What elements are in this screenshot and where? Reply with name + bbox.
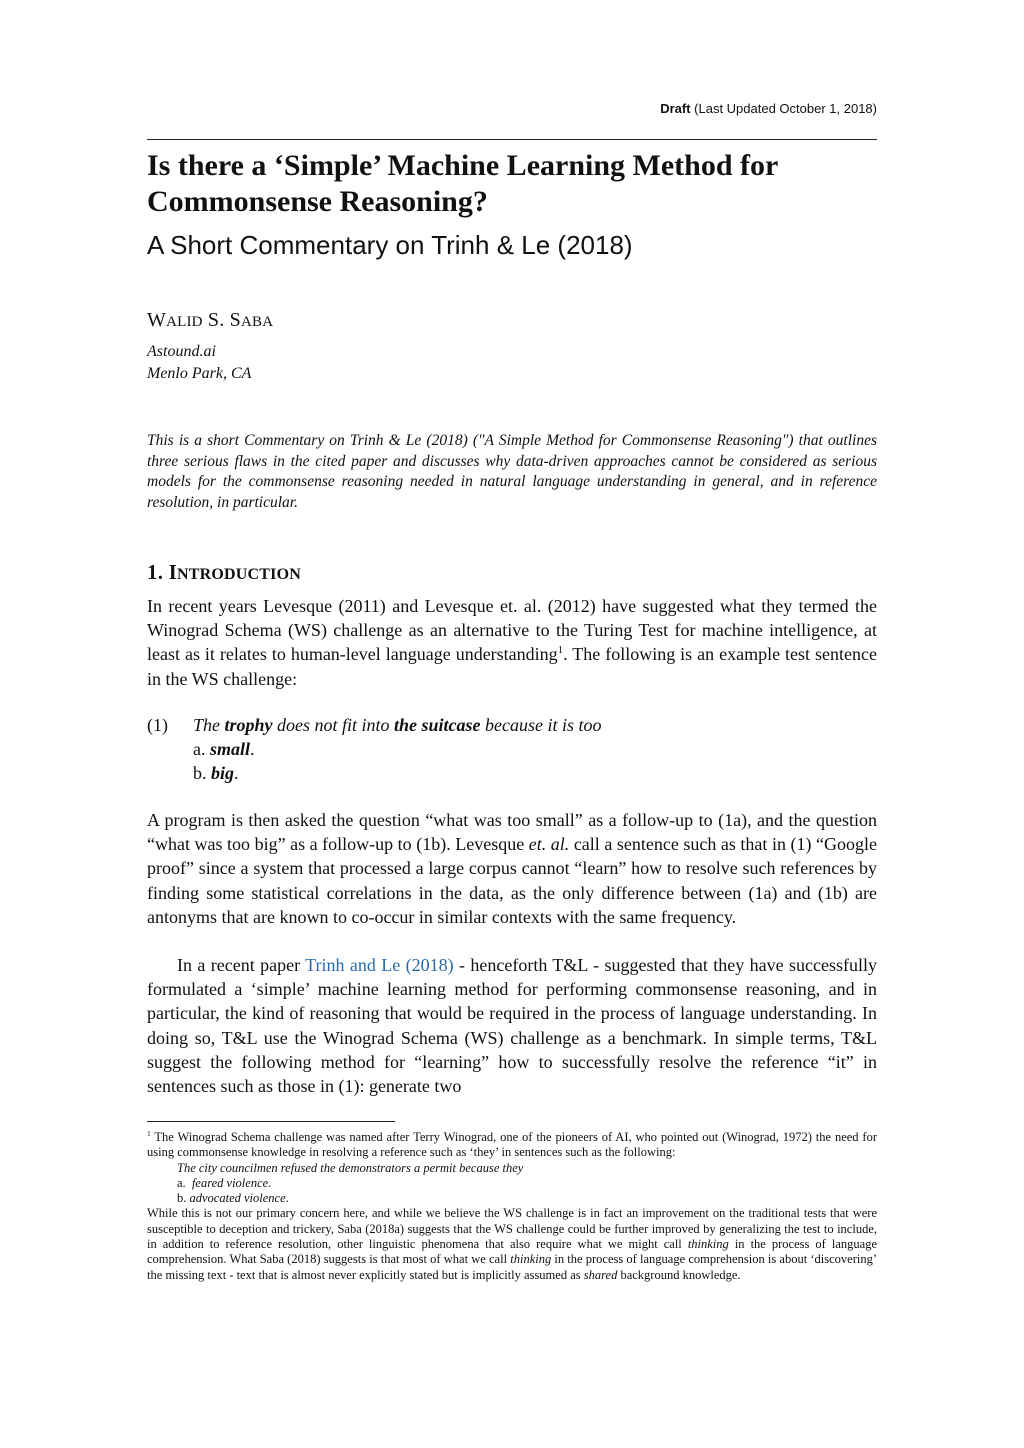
fn2-b: in the process of language comprehension. What Saba (2018) suggests is that most of what we call	[147, 1237, 877, 1267]
fn-b-label: b.	[177, 1191, 190, 1206]
footnote-example	[147, 1161, 877, 1176]
abstract: This is a short Commentary on Trinh & Le (2018) ("A Simple Method for Commonsense Reasoning") that outlines three serious flaws in the cited paper and discusses why data-driven approaches cannot be considered as serious models for the commonsense reasoning needed in natural language understanding in general, and in reference resolution, in particular.	[147, 432, 877, 511]
affiliation-location: Menlo Park, CA	[147, 365, 252, 382]
fn-a-text: feared violence	[191, 1175, 269, 1190]
ex-trophy: trophy	[224, 715, 273, 735]
citation-link-trinh-le[interactable]: Trinh and Le (2018)	[305, 955, 454, 975]
ex-a-label: a.	[193, 739, 210, 760]
footnote-text-2	[147, 1206, 877, 1282]
paper-title: Is there a ‘Simple’ Machine Learning Method for Commonsense Reasoning?	[147, 149, 778, 218]
footnote-ref-1[interactable]: 1	[557, 644, 564, 657]
ex-b-end: .	[234, 763, 239, 784]
author-name	[147, 309, 273, 332]
footnote-example-text: The city councilmen refused the demonstrators a permit because they	[177, 1160, 524, 1175]
paragraph-1	[147, 594, 877, 691]
example-option-a	[193, 737, 255, 761]
ex-a-end: .	[250, 739, 255, 760]
section-title-initial: I	[168, 560, 177, 584]
footnote-option-b	[147, 1191, 877, 1206]
author-first-rest: ALID	[166, 314, 203, 330]
paragraph-2-etal: et. al.	[528, 834, 570, 855]
author-middle: S.	[202, 309, 230, 331]
draft-label: Draft	[660, 101, 691, 116]
fn-b-end: .	[285, 1191, 289, 1206]
fn-b-text: advocated violence	[189, 1191, 286, 1206]
draft-header	[660, 101, 877, 116]
fn-a-label: a.	[177, 1175, 192, 1190]
paper-subtitle: A Short Commentary on Trinh & Le (2018)	[147, 230, 633, 260]
ex-suitcase: the suitcase	[394, 715, 481, 735]
footnote-mark: 1	[147, 1128, 151, 1138]
draft-note: (Last Updated October 1, 2018)	[694, 101, 877, 116]
fn2-em1: thinking	[687, 1237, 729, 1252]
example-number: (1)	[147, 715, 168, 735]
fn2-em3: shared	[583, 1267, 618, 1282]
example-option-b	[193, 761, 239, 785]
ex-s3: does not fit into	[272, 715, 395, 735]
ex-b-label: b.	[193, 763, 211, 784]
ex-b-word: big	[211, 763, 235, 784]
paragraph-3-t2: - henceforth T&L - suggested that they have successfully formulated a ‘simple’ machine learning method for performing commonsense reasoning, and in particular, the kind of reasoning that would be required in the process of language understanding. In doing so, T&L use the Winograd Schema (WS) challenge as a benchmark. In simple terms, T&L suggest the following method for “learning” how to successfully resolve the reference “it” in sentences such as those in (1): generate two	[147, 955, 878, 1097]
example-sentence	[193, 713, 602, 737]
fn2-d: background knowledge.	[617, 1267, 741, 1282]
section-number: 1.	[147, 560, 164, 584]
footnote-1	[147, 1130, 877, 1283]
author-last-initial: S	[229, 309, 241, 331]
header-rule	[147, 139, 877, 140]
paragraph-3	[147, 953, 877, 1098]
affiliation-org: Astound.ai	[147, 343, 216, 360]
footnote-rule	[147, 1121, 395, 1122]
fn2-c: in the process of language comprehension is about ‘discovering’ the missing text - text that is almost never explicitly stated but is implicitly assumed as	[147, 1252, 877, 1282]
affiliation	[147, 341, 251, 385]
ex-a-word: small	[210, 739, 251, 760]
fn2-em2: thinking	[510, 1252, 552, 1267]
author-first-initial: W	[147, 309, 167, 331]
paragraph-1-text: In recent years Levesque (2011) and Levesque et. al. (2012) have suggested what they termed the Winograd Schema (WS) challenge as an alternative to the Turing Test for machine intelligence, at least as it relates to human-level language understanding	[147, 596, 877, 665]
paragraph-2	[147, 808, 877, 929]
section-title-rest: NTRODUCTION	[176, 566, 301, 583]
author-last-rest: ABA	[240, 314, 274, 330]
ex-s1: The	[193, 715, 225, 735]
paragraph-2-t3: call a sentence such as that in (1) “Google proof” since a system that processed a large corpus cannot “learn” how to resolve such references by finding some statistical correlations in the data, as the only difference between (1a) and (1b) are antonyms that are known to co-occur in similar contexts with the same frequency.	[147, 834, 877, 927]
fn2-a: While this is not our primary concern here, and while we believe the WS challenge is in fact an improvement on the traditional tests that were susceptible to deception and trickery, Saba (2018a) suggests that the WS challenge could be further improved by generalizing the test to include, in addition to reference resolution, other linguistic phenomena that also require what we might call	[147, 1206, 877, 1252]
paragraph-2-t1: A program is then asked the question “what was too small” as a follow-up to (1a), and the question “what was too big” as a follow-up to (1b). Levesque	[147, 810, 877, 855]
footnote-text-1-body: The Winograd Schema challenge was named after Terry Winograd, one of the pioneers of AI, who pointed out (Winograd, 1972) the need for using commonsense knowledge in resolving a reference such as ‘they’ in sentences such as the following:	[147, 1130, 877, 1160]
footnote-text-1	[147, 1130, 877, 1161]
fn-a-end: .	[268, 1175, 272, 1190]
footnote-option-a	[147, 1176, 877, 1191]
paper-page	[147, 0, 877, 1448]
paragraph-1-text-after: . The following is an example test sentence in the WS challenge:	[147, 644, 877, 689]
ex-s5: because it is too	[480, 715, 602, 735]
paragraph-3-t1: In a recent paper	[177, 955, 306, 975]
section-heading-introduction	[147, 560, 301, 585]
